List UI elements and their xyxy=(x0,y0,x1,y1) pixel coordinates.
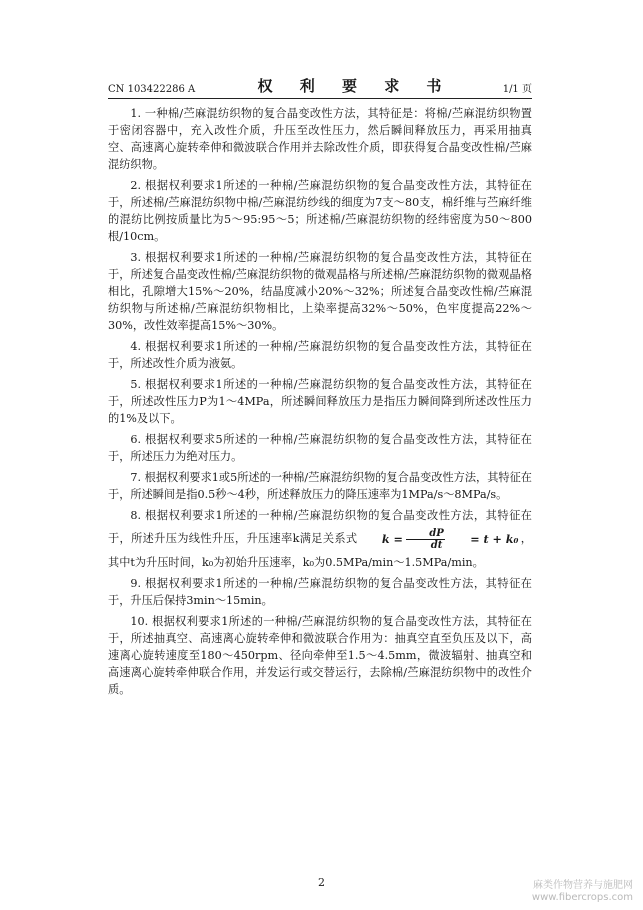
page-title: 权 利 要 求 书 xyxy=(257,77,453,95)
claim-4: 4. 根据权利要求1所述的一种棉/苎麻混纺织物的复合晶变改性方法，其特征在于，所述改性介质为液氨。 xyxy=(108,340,532,370)
claim-9: 9. 根据权利要求1所述的一种棉/苎麻混纺织物的复合晶变改性方法，其特征在于，升压后保持3min～15min。 xyxy=(108,577,532,607)
claim-2: 2. 根据权利要求1所述的一种棉/苎麻混纺织物的复合晶变改性方法，其特征在于，所述棉/苎麻混纺织物中棉/苎麻混纺纱线的细度为7支～80支，棉纤维与苎麻纤维的混纺比例按质量比为5～95:95～5；所述棉/苎麻混纺织物的经纬密度为50～800根/10cm。 xyxy=(108,179,532,243)
claim-6: 6. 根据权利要求5所述的一种棉/苎麻混纺织物的复合晶变改性方法，其特征在于，所述压力为绝对压力。 xyxy=(108,433,532,463)
watermark-line-1: 麻类作物营养与施肥网 xyxy=(533,880,633,891)
document-header xyxy=(108,76,532,98)
claim-8-before-formula: 述升压为线性升压，升压速率k满足关系式 xyxy=(142,532,358,545)
claim-8 xyxy=(108,507,532,571)
site-watermark xyxy=(532,880,633,904)
claim-7: 7. 根据权利要求1或5所述的一种棉/苎麻混纺织物的复合晶变改性方法，其特征在于，所述瞬间是指0.5秒～4秒，所述释放压力的降压速率为1MPa/s～8MPa/s。 xyxy=(108,471,532,501)
formula-rhs: = t + k₀ xyxy=(470,532,519,546)
watermark-line-2: www.fibercrops.com xyxy=(531,892,633,903)
claims-body xyxy=(108,105,532,702)
page-number: 2 xyxy=(318,876,325,889)
formula-numerator: dP xyxy=(406,528,445,540)
formula-lhs: k = xyxy=(381,532,403,546)
formula-denominator: dt xyxy=(430,539,443,551)
formula-fraction xyxy=(406,528,445,551)
claim-10: 10. 根据权利要求1所述的一种棉/苎麻混纺织物的复合晶变改性方法，其特征在于，所述抽真空、高速离心旋转牵伸和微波联合作用为：抽真空直至负压及以下，高速离心旋转速度至180～450rpm、径向牵伸至1.5～4.5mm，微波辐射、抽真空和高速离心旋转牵伸联合作用，并发运行或交替运行，去除棉/苎麻混纺织物中的改性介质。 xyxy=(108,615,532,696)
claim-1: 1. 一种棉/苎麻混纺织物的复合晶变改性方法，其特征是：将棉/苎麻混纺织物置于密闭容器中，充入改性介质，升压至改性压力，然后瞬间释放压力，再采用抽真空、高速离心旋转牵伸和微波联合作用并去除改性介质，即获得复合晶变改性棉/苎麻混纺织物。 xyxy=(108,107,532,171)
publication-number: CN 103422286 A xyxy=(108,84,196,95)
claim-5: 5. 根据权利要求1所述的一种棉/苎麻混纺织物的复合晶变改性方法，其特征在于，所述改性压力P为1～4MPa，所述瞬间释放压力是指压力瞬间降到所述改性压力的1%及以下。 xyxy=(108,378,532,425)
header-rule xyxy=(108,98,532,99)
claim-8-after-formula: ，其中t为升压时间，k₀为初始升压速率，k₀为0.5MPa/min～1.5MPa/min。 xyxy=(108,532,532,569)
page-info: 1/1 页 xyxy=(502,84,532,95)
claim-3: 3. 根据权利要求1所述的一种棉/苎麻混纺织物的复合晶变改性方法，其特征在于，所述复合晶变改性棉/苎麻混纺织物的微观晶格与所述棉/苎麻混纺织物的微观晶格相比，孔隙增大15%～20%，结晶度减小20%～32%；所述复合晶变改性棉/苎麻混纺织物与所述棉/苎麻混纺织物相比，上染率提高32%～50%，色牢度提高22%～30%，改性效率提高15%～30%。 xyxy=(108,251,532,332)
rate-formula xyxy=(359,524,518,554)
claim-8-line1: 8. 根据权利要求1所述的一种棉/苎麻混纺织物的复合晶变改性方法，其特征在于，所 xyxy=(108,509,532,545)
